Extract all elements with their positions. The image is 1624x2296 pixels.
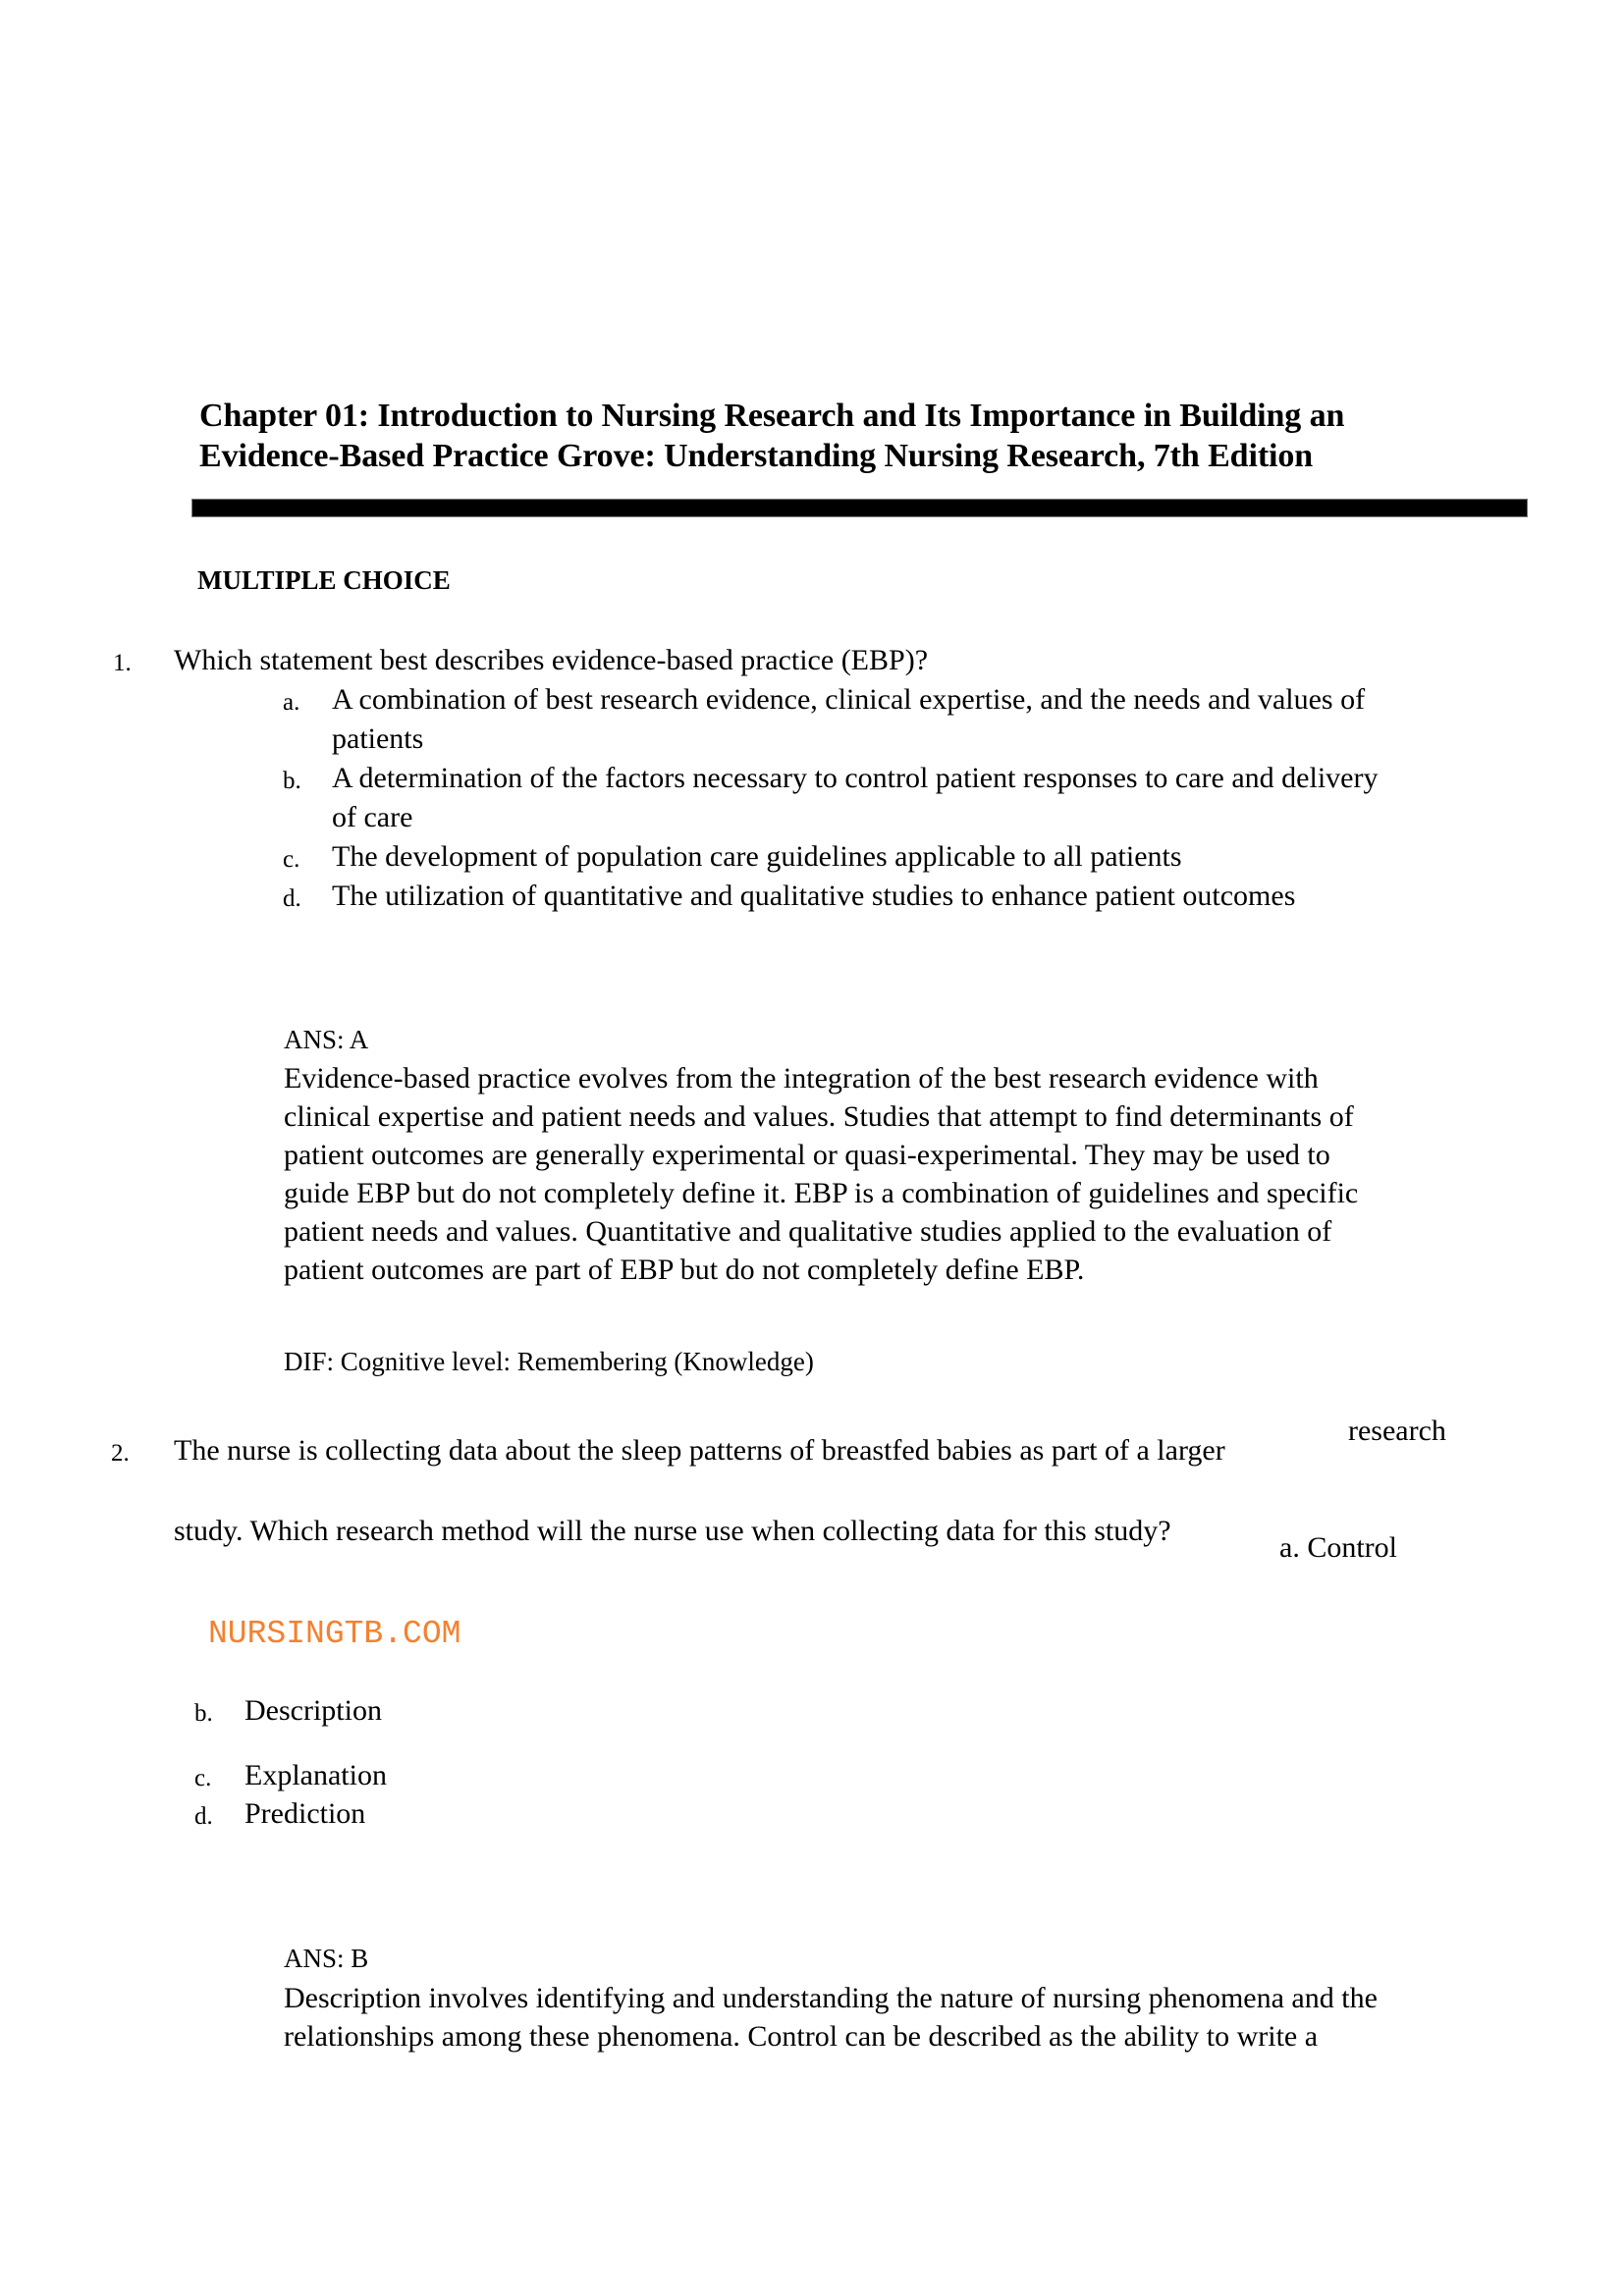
rationale-line: patient needs and values. Quantitative and qualitative studies applied to the evaluation of xyxy=(284,1215,1332,1248)
option-letter-c: c. xyxy=(194,1765,212,1791)
rationale-line: Evidence-based practice evolves from the integration of the best research evidence with xyxy=(284,1062,1319,1095)
rationale-line: Description involves identifying and understanding the nature of nursing phenomena and the xyxy=(284,1982,1378,2014)
option-letter-a: a. xyxy=(283,689,300,716)
document-title-line-1: Chapter 01: Introduction to Nursing Research and Its Importance in Building an xyxy=(199,398,1345,434)
rationale-line: patient outcomes are generally experimental or quasi-experimental. They may be used to xyxy=(284,1139,1330,1171)
rationale-line: relationships among these phenomena. Control can be described as the ability to write a xyxy=(284,2020,1319,2053)
answer-key: ANS: A xyxy=(284,1025,369,1054)
option-a-text: A combination of best research evidence, clinical expertise, and the needs and values of xyxy=(332,683,1366,716)
option-a-text-cont: patients xyxy=(332,722,424,755)
difficulty-level: DIF: Cognitive level: Remembering (Knowledge) xyxy=(284,1347,814,1376)
option-letter-d: d. xyxy=(283,885,301,912)
option-b-text: A determination of the factors necessary to control patient responses to care and delivery xyxy=(332,762,1379,794)
option-letter-d: d. xyxy=(194,1803,213,1830)
answer-key: ANS: B xyxy=(284,1944,369,1973)
rationale-line: patient outcomes are part of EBP but do not completely define EBP. xyxy=(284,1254,1085,1286)
option-b-text-cont: of care xyxy=(332,801,413,833)
option-letter-b: b. xyxy=(283,768,301,794)
option-c-text: The development of population care guidelines applicable to all patients xyxy=(332,840,1182,873)
question-number: 2. xyxy=(111,1440,130,1467)
section-heading: MULTIPLE CHOICE xyxy=(197,565,451,595)
rationale-line: guide EBP but do not completely define it. EBP is a combination of guidelines and specific xyxy=(284,1177,1359,1209)
question-number: 1. xyxy=(113,650,132,676)
option-c-text: Explanation xyxy=(244,1759,387,1791)
document-title-line-2: Evidence-Based Practice Grove: Understanding Nursing Research, 7th Edition xyxy=(199,438,1314,474)
option-letter-c: c. xyxy=(283,846,300,873)
question-stem: Which statement best describes evidence-based practice (EBP)? xyxy=(174,644,929,676)
rationale-line: clinical expertise and patient needs and values. Studies that attempt to find determinants of xyxy=(284,1100,1354,1133)
question-stem: The nurse is collecting data about the sleep patterns of breastfed babies as part of a larger xyxy=(174,1434,1225,1467)
option-b-text: Description xyxy=(244,1694,382,1727)
watermark-text: NURSINGTB.COM xyxy=(208,1616,461,1652)
question-stem-cont: study. Which research method will the nurse use when collecting data for this study? xyxy=(174,1515,1171,1547)
option-d-text: The utilization of quantitative and qualitative studies to enhance patient outcomes xyxy=(332,880,1296,912)
option-letter-b: b. xyxy=(194,1700,213,1727)
option-d-text: Prediction xyxy=(244,1797,366,1830)
question-stem-raised-word: research xyxy=(1348,1415,1446,1447)
title-divider-rule xyxy=(192,500,1527,516)
option-a-inline: a. Control xyxy=(1279,1531,1397,1564)
